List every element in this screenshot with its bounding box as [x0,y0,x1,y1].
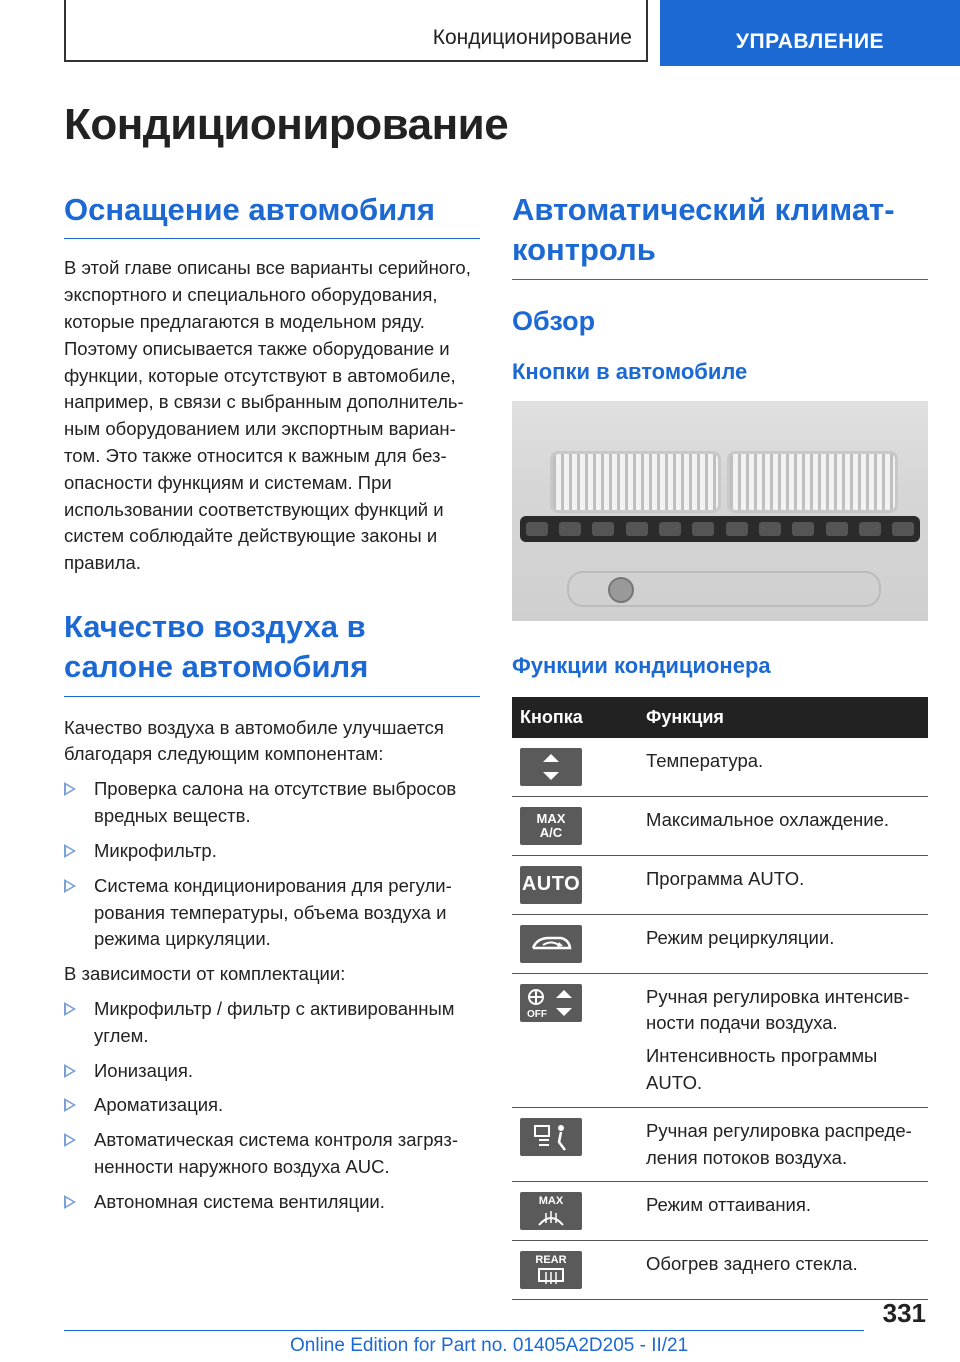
fan-off-icon [520,984,582,1022]
table-row [512,855,928,914]
function-text: Температура. [646,749,764,771]
air-quality-heading: Качество воздуха в салоне автомобиля [64,607,480,697]
climate-control-photo [512,401,928,621]
table-row [512,973,928,1107]
list-item: Микрофильтр. [64,838,480,865]
bullet-triangle-icon [64,1002,76,1016]
left-vent [550,451,721,513]
air-quality-list [64,776,480,953]
table-row [512,1182,928,1241]
page-number: 331 [882,1298,926,1328]
list-item: Ионизация. [64,1058,480,1085]
header-chapter-label: Кондиционирование [432,26,632,49]
page-title: Кондиционирование [64,100,509,149]
volume-knob [608,577,634,603]
table-row [512,1241,928,1300]
bullet-triangle-icon [64,1064,76,1078]
overview-heading: Обзор [512,305,596,336]
edition-link[interactable]: Online Edition for Part no. 01405A2D205 - II/21 [290,1335,689,1356]
function-text: Программа AUTO. [646,867,805,889]
bullet-triangle-icon [64,1098,76,1112]
column-header-button: Кнопка [512,697,638,738]
equipment-dependent-list [64,996,480,1216]
control-bar [520,516,920,542]
recirculation-icon [520,925,582,963]
bullet-triangle-icon [64,1133,76,1147]
bullet-triangle-icon [64,844,76,858]
bullet-triangle-icon [64,1195,76,1209]
bullet-triangle-icon [64,782,76,796]
svg-text:OFF: OFF [527,1008,547,1020]
list-item: Проверка салона на отсутствие выбросов вредных веществ. [64,776,480,830]
functions-table [512,697,928,1301]
list-item: Ароматизация. [64,1092,480,1119]
function-text: Максимальное охлаждение. [646,808,890,830]
climate-heading: Автоматический климат-контроль [512,190,928,280]
left-column [64,190,480,1216]
equipment-text: В этой главе описаны все варианты серийного, экспортного и специального оборудования, которые предлагаются в модельном ряду. Поэтому описывается также оборудование и функции, которые отсутствуют в автомобиле, например, в связи с выбранным дополнительным оборудованием или экспортным вариантом. Это также относится к важным для безопасности функциям и системам. При использовании соответствующих функций и систем соблюдайте действующие законы и правила. [64,257,471,574]
right-column [512,190,928,1300]
table-row [512,1107,928,1182]
max-ac-icon: MAX A/C [520,807,582,845]
auto-icon: AUTO [520,866,582,904]
buttons-heading: Кнопки в автомобиле [512,358,748,384]
temperature-arrows-icon [520,748,582,786]
right-vent [727,451,898,513]
table-header-row [512,697,928,738]
column-header-function: Функция [638,697,928,738]
rear-defrost-icon: REAR [520,1251,582,1289]
function-text: Ручная регулировка распределения потоков воздуха. [646,1119,912,1168]
functions-heading: Функции кондиционера [512,652,771,678]
footer-divider [64,1330,864,1331]
equipment-heading: Оснащение автомобиля [64,190,480,239]
equipment-dependent-intro: В зависимости от комплектации: [64,963,346,985]
air-distribution-icon [520,1118,582,1156]
function-text: Ручная регулировка интенсивности подачи воздуха. [646,985,910,1034]
list-item: Микрофильтр / фильтр с активированным углем. [64,996,480,1050]
list-item: Система кондиционирования для регулирования температуры, объема воздуха и режима циркуляции. [64,873,480,953]
bullet-triangle-icon [64,879,76,893]
table-row [512,796,928,855]
air-quality-intro: Качество воздуха в автомобиле улучшается благодаря следующим компонентам: [64,716,444,765]
function-text: Интенсивность программы AUTO. [646,1045,878,1094]
header-section-tab[interactable] [660,0,960,66]
function-text: Обогрев заднего стекла. [646,1253,858,1275]
list-item: Автоматическая система контроля загрязненности наружного воздуха AUC. [64,1127,480,1181]
table-row [512,738,928,797]
function-text: Режим оттаивания. [646,1194,812,1216]
header-section-label: УПРАВЛЕНИЕ [735,30,885,53]
function-text: Режим рециркуляции. [646,926,835,948]
list-item: Автономная система вентиляции. [64,1189,480,1216]
max-defrost-icon: MAX [520,1192,582,1230]
header-chapter [64,0,648,62]
table-row [512,914,928,973]
